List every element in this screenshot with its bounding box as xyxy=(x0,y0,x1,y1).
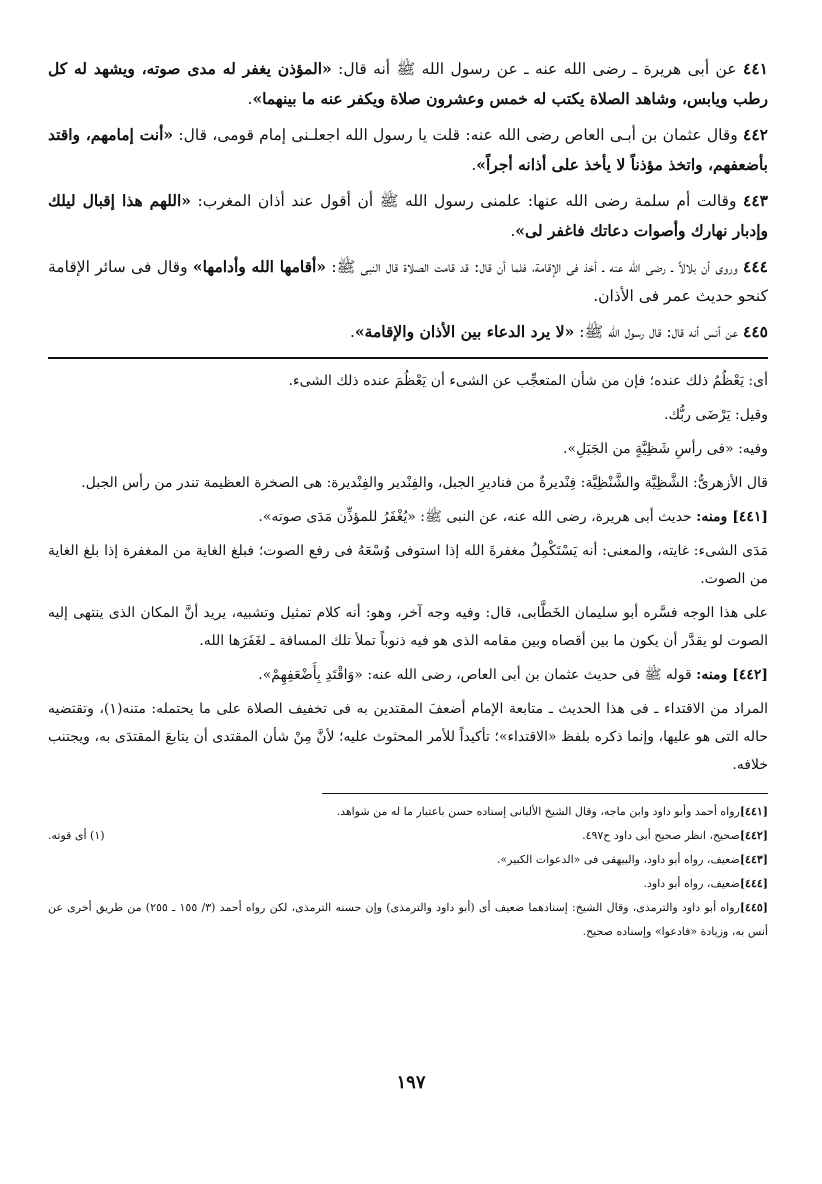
hadith-441 xyxy=(48,54,768,114)
commentary-paragraph: على هذا الوجه فسَّره أبو سليمان الخَطَّابى، قال: وفيه وجه آخر، وهو: أنه كلام تمثيل وتشبيه، يريد أنَّ المكان الذى ينتهى إليه الصوت لو يقدَّر أن يكون ما بين أقصاه وبين مقامه الذى هو فيه ذنوباً تملأ تلك المسافة ـ لغَفَرَها الله. xyxy=(48,605,768,649)
hadith-444 xyxy=(48,252,768,311)
hadith-intro: عن أبى هريرة ـ رضى الله عنه ـ عن رسول الله ﷺ أنه قال: xyxy=(338,60,737,78)
footnote: [٤٤١]رواه أحمد وأبو داود وابن ماجه، وقال الشيخ الألبانى إسناده حسن باعتبار ما له من شواهد. xyxy=(336,805,768,818)
hadith-tail: وقال فى سائر الإقامة كنحو حديث عمر فى الأذان. xyxy=(48,258,768,305)
hadith-tail: . xyxy=(247,90,253,108)
commentary-paragraph: قال الأزهرىُّ: الشَّظِيَّة والشَّنْظِيَّة: فِنْديرةٌ من فناديرِ الجبل، والفِنْدير والفِنْديرة: هى الصخرة العظيمة تندر من رأس الجبل. xyxy=(81,475,768,491)
footnotes xyxy=(48,800,768,944)
hadith-number: ٤٤٥ xyxy=(743,322,768,341)
hadith-number: ٤٤٢ xyxy=(743,125,768,144)
commentary-paragraph: مَدَى الشىء: غايته، والمعنى: أنه يَسْتَكْمِلُ مغفرةَ الله إذا استوفى وُسْعَهُ فى رفع الصوت؛ فبلغ الغاية من المغفرة إذا بلغ الغاية من الصوت. xyxy=(48,543,768,587)
side-note: (١) أى قوته. xyxy=(48,829,105,842)
hadith-text: «أقامها الله وأدامها» xyxy=(192,257,327,276)
hadith-intro: عن أنس أنه قال: قال رسول الله ﷺ: xyxy=(579,323,739,341)
hadith-text: «المؤذن يغفر له مدى صوته، ويشهد له كل رطب ويابس، وشاهد الصلاة يكتب له خمس وعشرون صلاة ويكفر عنه ما بينهما» xyxy=(48,59,768,108)
hadith-tail: . xyxy=(471,156,477,174)
footnote-row xyxy=(48,824,768,848)
hadith-number: ٤٤١ xyxy=(743,59,768,78)
footnote: [٤٤٢]صحيح، انظر صحيح أبى داود ح٤٩٧. xyxy=(582,829,768,842)
hadith-tail: . xyxy=(350,323,355,341)
page xyxy=(48,54,768,944)
commentary-paragraph: المراد من الاقتداء ـ فى هذا الحديث ـ متابعة الإمام أضعفَ المقتدين به فى تخفيف الصلاة على ما يحتمله: متنه(١)، وتقتضيه حاله التى هو عليها، وإنما ذكره بلفظ «الاقتداء»؛ تأكيداً للأمر المحثوث عليه؛ لأنَّ مِنْ شأن المقتدى أن يتابعَ المقتدَى به، ويجتنب خلافه. xyxy=(48,701,769,773)
commentary-paragraph: أى: يَعْظُمُ ذلك عنده؛ فإن من شأن المتعجِّب عن الشىء أن يَعْظُمَ عنده ذلك الشىء. xyxy=(288,373,768,389)
footnote-divider xyxy=(322,793,768,794)
footnote: [٤٤٥]رواه أبو داود والترمذى، وقال الشيخ: إسنادهما ضعيف أى (أبو داود والترمذى) وإن حسنه الترمذى، لكن رواه أحمد (٣/ ١٥٥ ـ ٢٥٥) من طريق أخرى عن أنس به، وزيادة «فادعوا» وإسناده صحيح. xyxy=(48,901,768,938)
section-divider xyxy=(48,357,768,359)
footnote: [٤٤٣]ضعيف، رواه أبو داود، والبيهقى فى «الدعوات الكبير». xyxy=(496,853,768,866)
hadith-number: ٤٤٤ xyxy=(743,257,769,276)
commentary-paragraph: وفيه: «فى رأسِ شَظِيَّةٍ من الجَبَلِ». xyxy=(563,441,768,457)
hadith-intro: وقال عثمان بن أبـى العاص رضى الله عنه: قلت يا رسول الله اجعلـنى إمام قومى، قال: xyxy=(178,126,738,144)
hadith-text: «اللهم هذا إقبال ليلك وإدبار نهارك وأصوات دعاتك فاغفر لى» xyxy=(48,191,768,240)
commentary-paragraph: [٤٤٢] ومنه: قوله ﷺ فى حديث عثمان بن أبى العاص، رضى الله عنه: «وَاقْتَدِ بِأَضْعَفِهِمْ». xyxy=(258,667,768,683)
commentary-section xyxy=(48,367,768,779)
hadith-intro: وروى أن بلالاً ـ رضى الله عنه ـ أخذ فى الإقامة، فلما أن قال: قد قامت الصلاة قال النبى ﷺ: xyxy=(331,258,738,276)
hadith-section xyxy=(48,54,768,347)
footnote: [٤٤٤]ضعيف، رواه أبو داود. xyxy=(643,877,768,890)
hadith-text: «أنت إمامهم، واقتد بأضعفهم، واتخذ مؤذناً لا يأخذ على أذانه أجراً» xyxy=(48,125,768,174)
hadith-442 xyxy=(48,120,768,180)
hadith-445 xyxy=(48,317,768,347)
hadith-number: ٤٤٣ xyxy=(743,191,768,210)
hadith-443 xyxy=(48,186,768,246)
hadith-tail: . xyxy=(510,222,516,240)
hadith-text: «لا يرد الدعاء بين الأذان والإقامة» xyxy=(354,322,575,341)
page-number: ١٩٧ xyxy=(396,1072,426,1093)
hadith-intro: وقالت أم سلمة رضى الله عنها: علمنى رسول الله ﷺ أن أقول عند أذان المغرب: xyxy=(197,192,737,210)
commentary-paragraph: [٤٤١] ومنه: حديث أبى هريرة، رضى الله عنه، عن النبى ﷺ: «يُغْفَرُ للمؤذِّن مَدَى صوته». xyxy=(258,509,768,525)
commentary-paragraph: وقيل: يَرْضَى ربُّك. xyxy=(664,407,768,423)
